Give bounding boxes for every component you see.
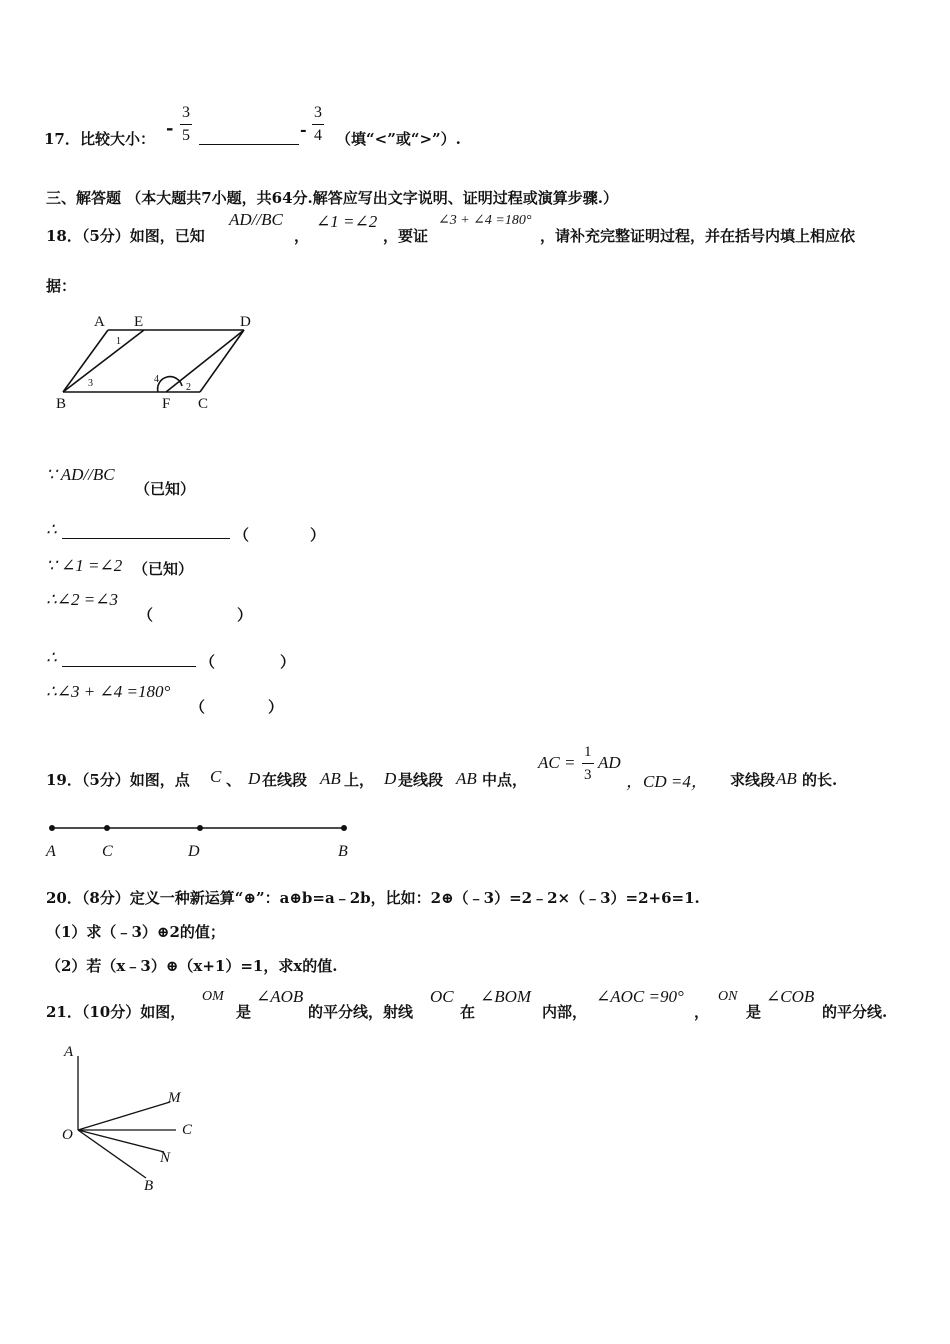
q18-label-f: F xyxy=(162,396,171,412)
q18-step2-therefore: ∴ xyxy=(46,520,57,539)
q21-ray-om xyxy=(78,1102,170,1130)
q21-om: OM xyxy=(202,989,224,1004)
q17-answer-blank[interactable] xyxy=(199,130,299,145)
q18-segment-dc xyxy=(200,330,244,392)
q21-is: 是 xyxy=(236,1003,252,1021)
q18-step2-blank[interactable] xyxy=(62,524,230,539)
q19-separator: 、 xyxy=(226,771,242,789)
q21-cob: ∠COB xyxy=(766,987,815,1006)
q18-angle-4: 4 xyxy=(154,374,159,385)
q18-label-a: A xyxy=(94,314,105,330)
q19-cd: ，CD =4， xyxy=(626,772,708,791)
q18-segment-fd xyxy=(166,330,244,392)
q21-in: 在 xyxy=(460,1003,476,1021)
q21-on: ON xyxy=(718,989,738,1004)
q18-step6-paren-close: ） xyxy=(268,698,284,716)
q21-bom: ∠BOM xyxy=(480,987,532,1006)
q19-figure xyxy=(40,818,360,860)
q19-line xyxy=(46,745,906,795)
q21-fig-label-a: A xyxy=(64,1044,74,1060)
q21-ray-on xyxy=(78,1130,164,1152)
q21-fig-label-c: C xyxy=(182,1122,193,1138)
q21-aob: ∠AOB xyxy=(256,987,304,1006)
q19-text-2: 上， xyxy=(344,771,375,789)
q19-dot-c xyxy=(104,825,110,831)
q19-text-3: 是线段 xyxy=(398,771,444,789)
q18-step3-reason: （已知） xyxy=(133,560,194,578)
q18-label-c: C xyxy=(198,396,209,412)
q19-point-c: C xyxy=(210,767,222,786)
q21-fig-label-n: N xyxy=(160,1150,171,1166)
q19-point-d-2: D xyxy=(384,769,397,788)
q19-fig-label-c: C xyxy=(102,843,113,860)
q21-oc: OC xyxy=(430,987,454,1006)
q19-segment-ab-2: AB xyxy=(456,769,477,788)
q18-step2-paren-open: （ xyxy=(234,526,250,544)
q18-step5-paren-close: ） xyxy=(280,653,296,671)
q18-goal: ∠3 + ∠4 =180° xyxy=(438,213,532,228)
section-3-heading: 三、解答题 （本大题共7小题，共64分.解答应写出文字说明、证明过程或演算步骤.） xyxy=(46,189,618,207)
q17-neg-1: - xyxy=(166,118,174,139)
q19-segment-ab: AB xyxy=(320,769,341,788)
q17-number: 17． xyxy=(44,130,80,148)
q19-ac: AC = xyxy=(538,753,576,772)
q19-fig-label-a: A xyxy=(46,843,56,860)
q19-dot-b xyxy=(341,825,347,831)
q18-step4-paren-open: （ xyxy=(138,606,154,624)
q21-is-2: 是 xyxy=(746,1003,762,1021)
q18-step5-blank[interactable] xyxy=(62,652,196,667)
q18-segment-be xyxy=(63,330,144,392)
q19-text-4: 中点， xyxy=(482,771,528,789)
q17-lead: 比较大小： xyxy=(80,130,156,148)
q17-fraction-2: $\frac{3}{4}$ xyxy=(314,104,322,144)
q21-line xyxy=(46,985,906,1025)
q21-bisector-text-2: 的平分线. xyxy=(822,1003,888,1021)
q19-segment-ab-3: AB xyxy=(776,769,797,788)
q18-label-b: B xyxy=(56,396,67,412)
q18-tail: ，请补充完整证明过程，并在括号内填上相应依 xyxy=(540,227,856,245)
q18-step5-paren-open: （ xyxy=(200,653,216,671)
q19-tail: 的长. xyxy=(802,771,838,789)
q21-fig-label-b: B xyxy=(144,1178,154,1192)
q21-inner: 内部， xyxy=(542,1003,588,1021)
q18-step4-paren-close: ） xyxy=(237,606,253,624)
q21-head: 21．（10分）如图， xyxy=(46,1003,186,1021)
q19-ask: 求线段 xyxy=(730,771,776,789)
q18-step3-math: ∵ ∠1 =∠2 xyxy=(46,556,123,575)
q20-head: 20．（8分）定义一种新运算“⊕”：a⊕b=a﹣2b，比如：2⊕（﹣3）=2﹣2×（﹣3）=2+6=1. xyxy=(46,889,700,907)
q19-fig-label-d: D xyxy=(188,843,200,860)
q18-angle-2: 2 xyxy=(186,382,191,393)
q21-fig-label-m: M xyxy=(168,1090,181,1106)
q18-step6-paren-open: （ xyxy=(190,698,206,716)
q18-step6-math: ∴∠3 + ∠4 =180° xyxy=(46,682,171,701)
q18-label-d: D xyxy=(240,314,251,330)
q19-dot-a xyxy=(49,825,55,831)
q21-fig-label-o: O xyxy=(62,1127,73,1143)
q19-head: 19．（5分）如图，点 xyxy=(46,771,190,789)
q19-ad: AD xyxy=(598,753,621,772)
q18-head: 18．（5分）如图，已知 xyxy=(46,227,205,245)
q20-part-2: （2）若（x﹣3）⊕（x+1）=1，求x的值. xyxy=(46,957,338,975)
q18-figure xyxy=(48,312,288,412)
q19-fig-label-b: B xyxy=(338,843,348,860)
q19-text-1: 在线段 xyxy=(262,771,308,789)
q19-point-d: D xyxy=(248,769,261,788)
q18-angle-3: 3 xyxy=(88,378,93,389)
q17-neg-2: - xyxy=(300,120,307,139)
q17-fraction-1: $\frac{3}{5}$ xyxy=(182,104,190,144)
q18-cond-angles: ∠1 =∠2 xyxy=(316,212,378,231)
q18-angle-1: 1 xyxy=(116,336,121,347)
q18-step5-therefore: ∴ xyxy=(46,648,57,667)
q18-step4-math: ∴∠2 =∠3 xyxy=(46,590,119,609)
q18-step2-paren-close: ） xyxy=(310,526,326,544)
q18-cond-parallel: AD//BC xyxy=(229,210,283,229)
q21-ray-ob xyxy=(78,1130,146,1178)
q18-tail-2: 据： xyxy=(46,277,77,295)
q18-step1-math: ∵ AD//BC xyxy=(46,465,115,484)
q21-comma: ， xyxy=(694,1003,710,1021)
q18-prove: ，要证 xyxy=(383,227,429,245)
q18-comma: ， xyxy=(294,227,310,245)
q21-bisector-text: 的平分线，射线 xyxy=(308,1003,414,1021)
q19-dot-d xyxy=(197,825,203,831)
q19-fraction: $\frac{1}{3}$ xyxy=(582,741,594,786)
q18-step1-reason: （已知） xyxy=(135,480,196,498)
q18-label-e: E xyxy=(134,314,144,330)
q21-aoc: ∠AOC =90° xyxy=(596,987,684,1006)
q18-segment-ab xyxy=(63,330,108,392)
q21-figure xyxy=(56,1042,226,1192)
q20-part-1: （1）求（﹣3）⊕2的值； xyxy=(46,923,225,941)
q17-tail: （填“<”或“>”）. xyxy=(336,130,461,148)
